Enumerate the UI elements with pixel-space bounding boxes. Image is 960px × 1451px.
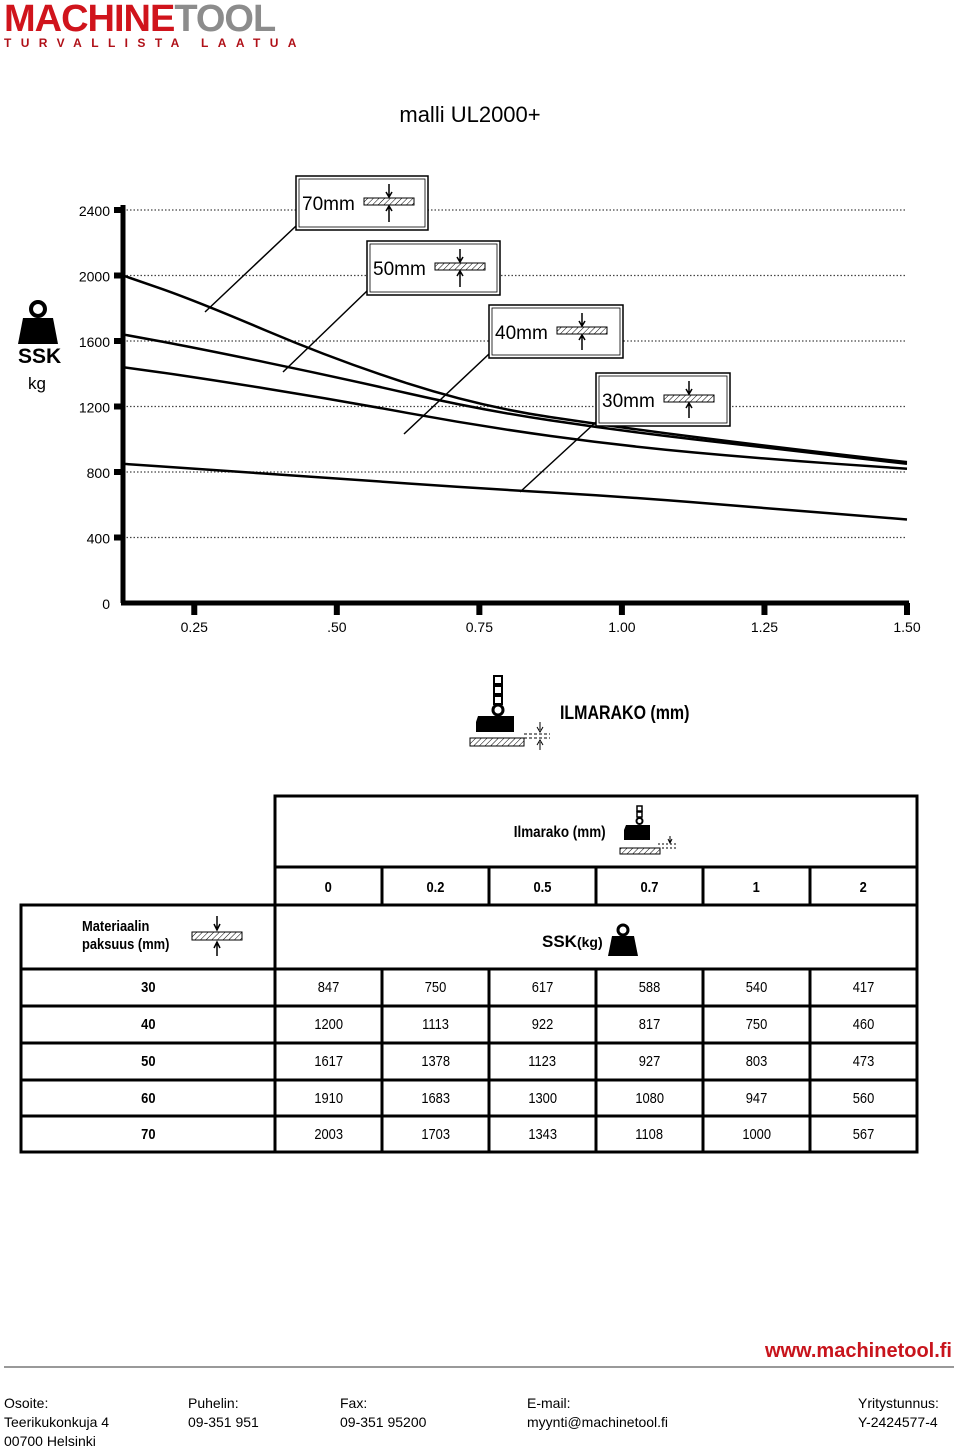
logo-word-machine: MACHINE [4,0,175,40]
footer-fax [340,1394,426,1432]
table-cell-text: 1123 [528,1053,557,1070]
logo-tagline: TURVALLISTA LAATUA [4,36,306,50]
table-cell [703,1043,810,1080]
table-cell-text: 1108 [635,1125,664,1143]
row-header-line1: Materiaalin [82,918,150,935]
air-gap-label: ILMARAKO (mm) [560,703,690,724]
callout-label: 40mm [495,323,548,344]
footer-company [858,1394,939,1432]
table-cell-text: 1703 [421,1125,450,1143]
airgap-col-header [596,869,703,905]
table-cell-text: 1300 [528,1089,557,1107]
logo-word-tool: TOOL [174,0,276,40]
footer-phone [188,1394,259,1432]
table-cell [382,969,489,1006]
ssk-header-label: SSK [542,932,577,951]
table-cell-text: 1683 [421,1089,450,1107]
table-cell [489,1006,596,1043]
address-line2: 00700 Helsinki [4,1433,96,1449]
table-cell [275,1006,382,1043]
chart-y-unit: kg [28,374,46,393]
x-tick-label: 1.00 [608,619,636,635]
table-cell-text: 1378 [421,1053,450,1070]
company-label: Yritystunnus: [858,1395,939,1411]
x-tick-label: 0.75 [465,619,493,635]
table-cell [489,1116,596,1152]
footer-email [527,1394,668,1432]
thickness-row-header-text: 30 [140,979,156,996]
table-cell-text: 540 [745,979,768,996]
table-cell [810,1043,917,1080]
table-cell [275,969,382,1006]
table-cell-text: 567 [852,1125,875,1143]
y-tick-label: 2000 [78,268,110,285]
table-cell-text: 803 [745,1053,768,1070]
email-value[interactable]: myynti@machinetool.fi [527,1414,669,1430]
company-id: Y-2424577-4 [858,1414,938,1430]
chart-y-label: SSK [18,345,62,368]
email-label: E-mail: [527,1395,571,1411]
table-weight-icon [608,925,638,956]
thickness-row-header [21,969,275,1006]
thickness-row-header [21,1080,275,1116]
y-tick-label: 800 [86,465,110,481]
address-line1: Teerikukonkuja 4 [4,1414,110,1430]
table-cell [489,969,596,1006]
table-cell-text: 473 [852,1053,875,1070]
footer-address [4,1394,109,1451]
page-title: malli UL2000+ [399,102,541,127]
footer-divider [4,1366,954,1368]
table-cell-text: 588 [638,979,661,996]
fax-label: Fax: [340,1395,368,1411]
table-cell [275,1116,382,1152]
thickness-row-header [21,1043,275,1080]
airgap-col-header-text: 0.2 [426,878,445,896]
table-airgap-header [470,818,650,848]
table-cell [596,969,703,1006]
website-link[interactable]: www.machinetool.fi [764,1340,952,1362]
table-cell-text: 1910 [314,1089,343,1107]
table-cell [810,1080,917,1116]
table-cell [382,1080,489,1116]
table-row-header [82,918,169,954]
table-cell [596,1116,703,1152]
table-cell [596,1080,703,1116]
airgap-col-header-text: 1 [752,878,761,896]
callout-label: 30mm [602,391,655,412]
airgap-col-header-text: 0 [324,878,333,896]
table-cell-text: 1000 [742,1125,771,1143]
y-tick-label: 2400 [78,203,110,219]
table-cell-text: 2003 [314,1125,343,1143]
table-cell-text: 750 [745,1016,768,1033]
table-cell [382,1043,489,1080]
airgap-col-header [382,869,489,905]
table-ssk-header [542,932,603,952]
table-cell [382,1006,489,1043]
table-cell-text: 947 [745,1089,768,1107]
table-cell [382,1116,489,1152]
fax-value: 09-351 95200 [340,1414,427,1430]
x-tick-label: 1.50 [893,619,921,635]
table-cell [810,1006,917,1043]
table-cell [703,1006,810,1043]
thickness-icon [192,916,242,956]
airgap-col-header [489,869,596,905]
table-cell [703,1116,810,1152]
x-tick-label: 1.25 [750,619,779,635]
row-header-line2: paksuus (mm) [82,936,170,953]
thickness-row-header-text: 40 [140,1016,156,1033]
table-cell [489,1043,596,1080]
table-cell-text: 1200 [314,1016,343,1033]
table-cell [810,1116,917,1152]
airgap-col-header [275,869,382,905]
table-cell [810,969,917,1006]
phone-value: 09-351 951 [188,1414,259,1430]
table-cell [489,1080,596,1116]
table-cell-text: 847 [317,979,340,996]
thickness-row-header [21,1006,275,1043]
table-cell-text: 927 [638,1053,661,1070]
table-airgap-header-label: Ilmarako (mm) [514,824,606,841]
table-cell-text: 750 [424,979,447,996]
y-tick-label: 1600 [78,334,110,350]
table-cell-text: 922 [531,1016,554,1033]
table-cell-text: 460 [852,1016,875,1033]
airgap-col-header-text: 0.5 [533,878,552,896]
table-cell [275,1080,382,1116]
x-tick-label: .50 [327,619,347,635]
airgap-col-header-text: 2 [859,878,868,896]
phone-label: Puhelin: [188,1395,239,1411]
x-tick-label: 0.25 [180,619,208,635]
table-cell-text: 817 [638,1016,661,1033]
y-tick-label: 1200 [78,399,110,416]
table-cell [596,1006,703,1043]
table-cell-text: 1080 [635,1089,664,1107]
table-cell [275,1043,382,1080]
table-cell-text: 1617 [314,1053,343,1070]
thickness-row-header-text: 50 [140,1053,156,1070]
callout-label: 50mm [373,259,426,280]
table-cell [703,969,810,1006]
thickness-row-header [21,1116,275,1152]
address-label: Osoite: [4,1395,49,1411]
table-cell-text: 417 [852,979,875,996]
callout-label: 70mm [302,194,355,215]
airgap-col-header-text: 0.7 [640,878,659,896]
y-tick-label: 0 [102,596,110,612]
table-cell-text: 617 [531,979,554,996]
airgap-col-header [810,869,917,905]
airgap-col-header [703,869,810,905]
thickness-row-header-text: 60 [140,1089,156,1107]
table-cell [703,1080,810,1116]
table-cell-text: 1343 [528,1125,557,1143]
y-tick-label: 400 [86,530,110,547]
table-cell [596,1043,703,1080]
ssk-header-unit: (kg) [576,934,603,950]
thickness-row-header-text: 70 [140,1125,156,1143]
table-cell-text: 1113 [422,1016,449,1033]
table-cell-text: 560 [852,1089,875,1107]
